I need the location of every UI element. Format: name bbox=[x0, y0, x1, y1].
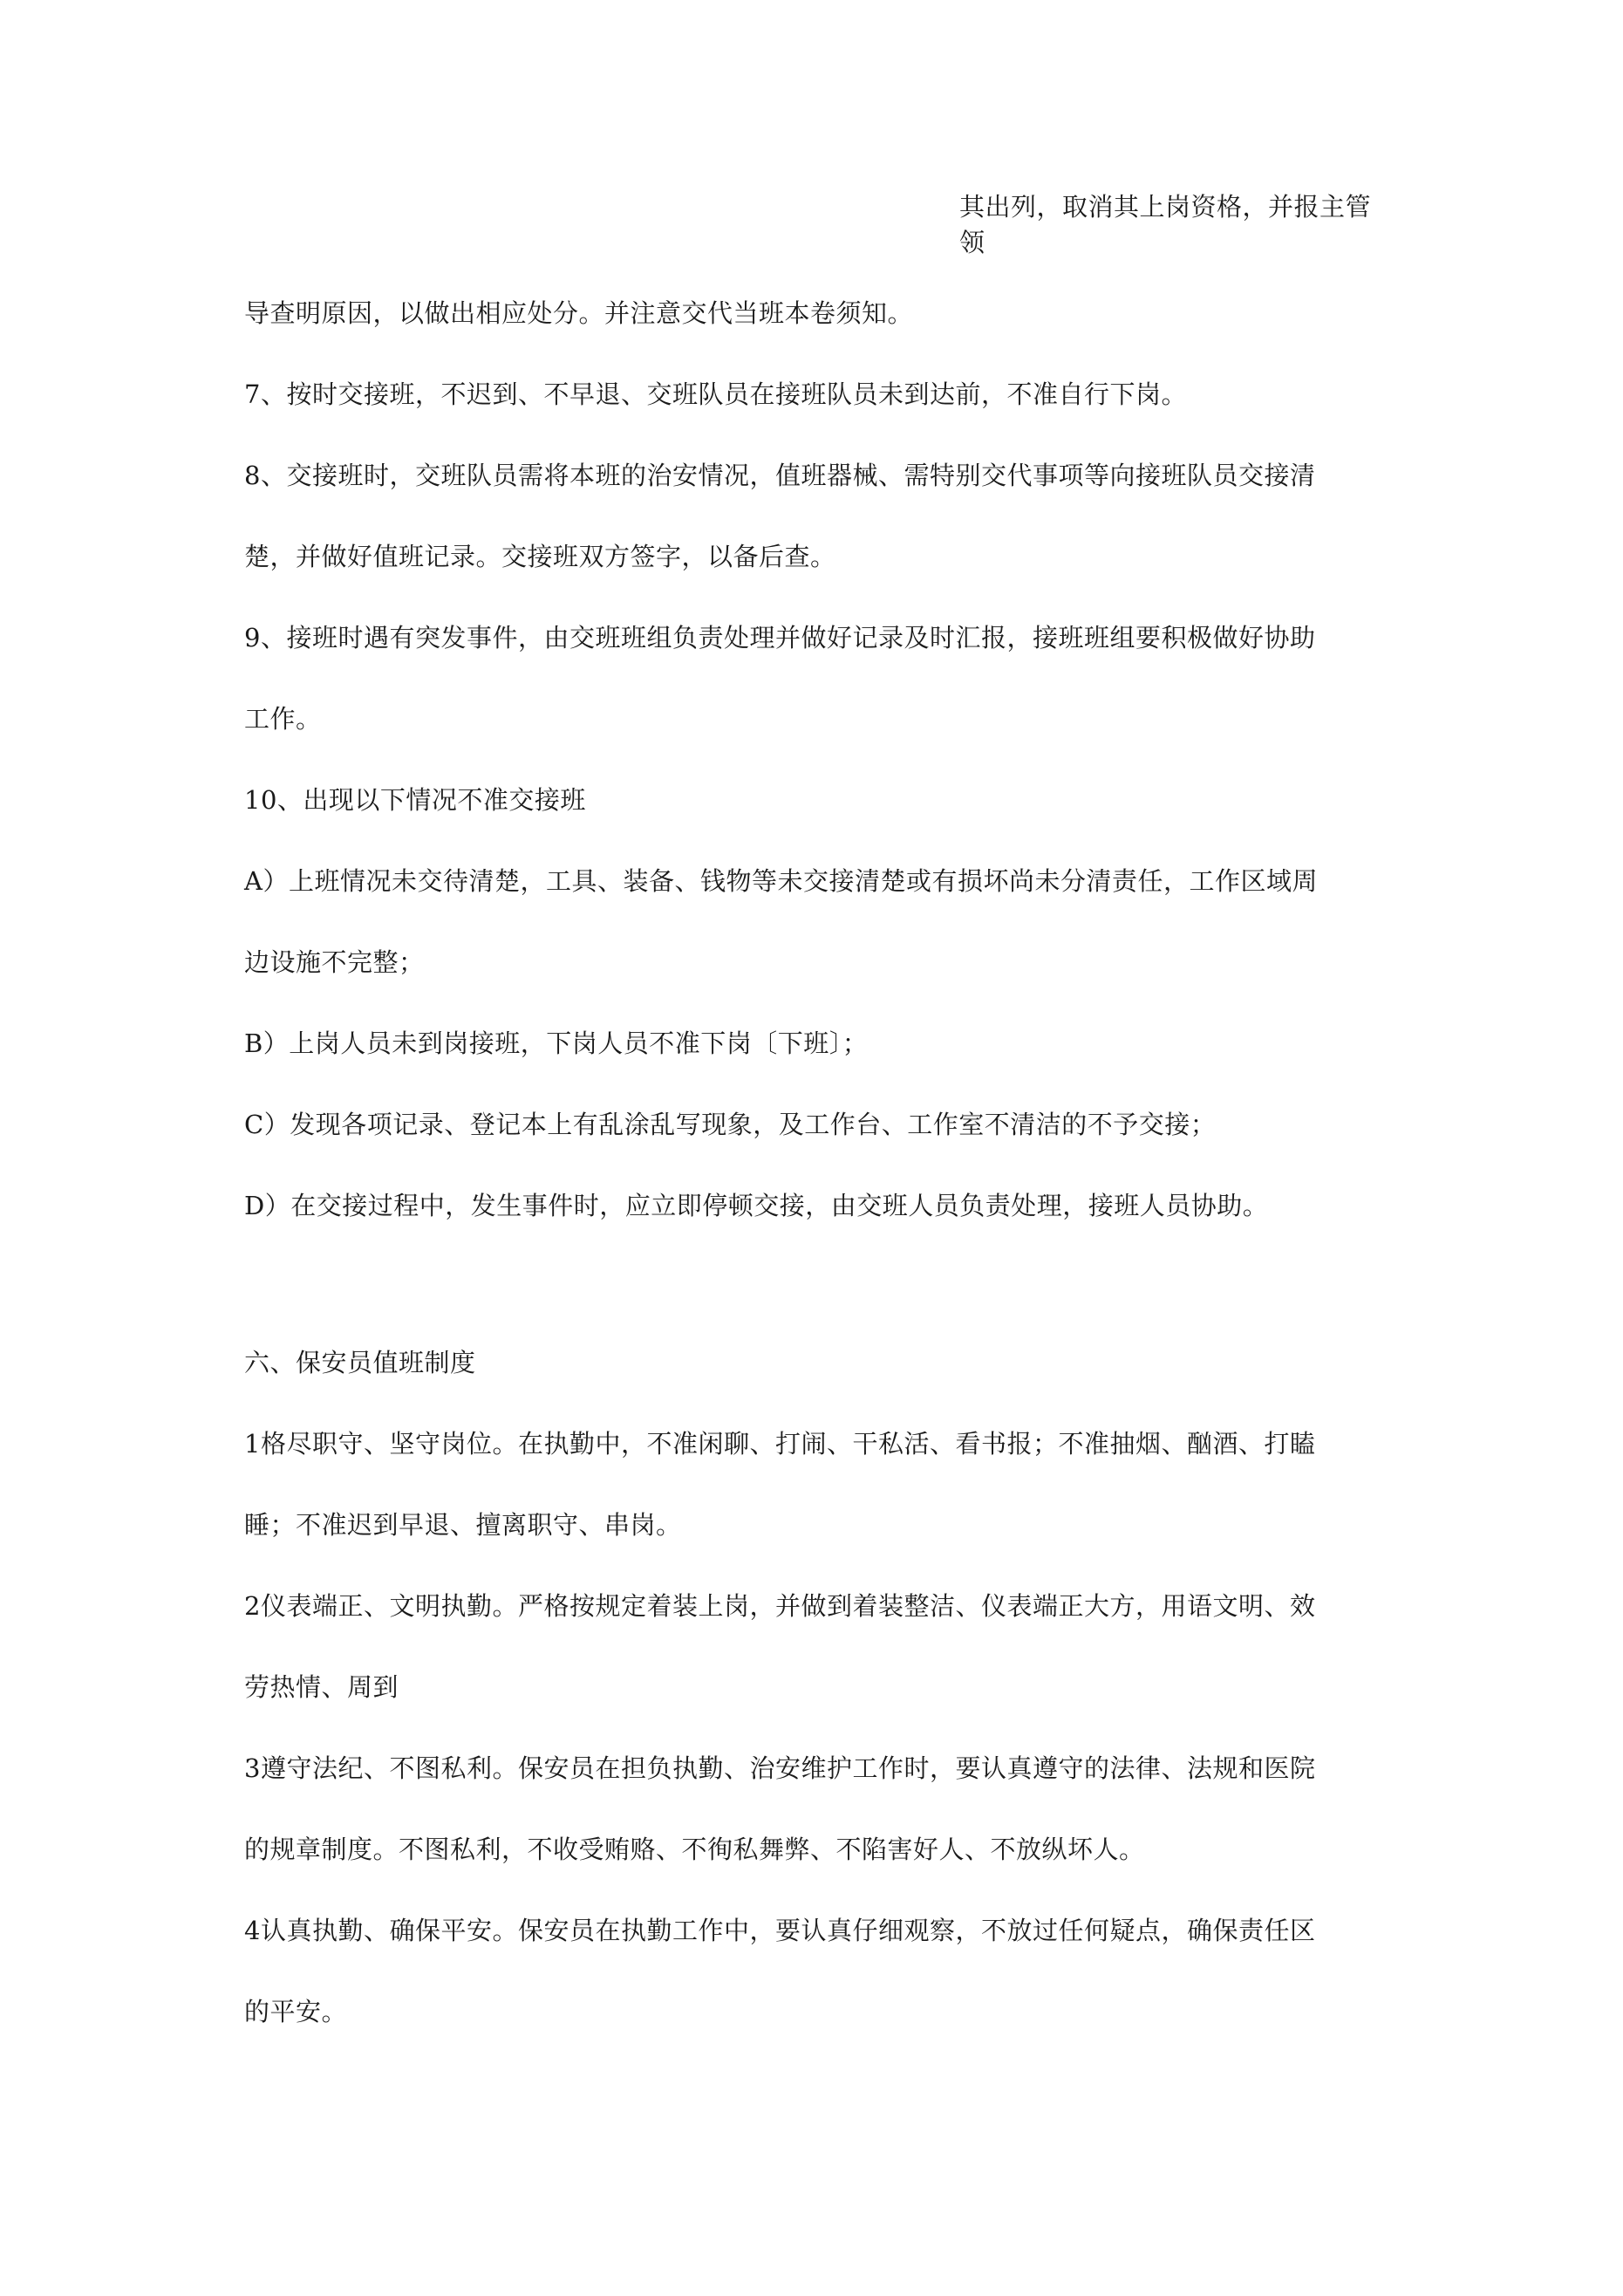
paragraph-line: 导查明原因，以做出相应处分。并注意交代当班本卷须知。 bbox=[244, 298, 914, 328]
rule-1-line: 1格尽职守、坚守岗位。在执勤中，不准闲聊、打闹、干私活、看书报；不准抽烟、酗酒、打瞌 bbox=[244, 1429, 1316, 1459]
item-8-line: 8、交接班时，交班队员需将本班的治安情况，值班器械、需特别交代事项等向接班队员交接清 bbox=[244, 461, 1316, 490]
item-10d-line: D）在交接过程中，发生事件时，应立即停顿交接，由交班人员负责处理，接班人员协助。 bbox=[244, 1191, 1269, 1220]
item-10-heading: 10、出现以下情况不准交接班 bbox=[244, 785, 586, 815]
item-8-line-cont: 楚，并做好值班记录。交接班双方签字，以备后查。 bbox=[244, 542, 836, 571]
section-six-heading: 六、保安员值班制度 bbox=[244, 1348, 476, 1377]
rule-4-line: 4认真执勤、确保平安。保安员在执勤工作中，要认真仔细观察，不放过任何疑点，确保责任区 bbox=[244, 1916, 1316, 1945]
fragment-line-2: 领 bbox=[959, 228, 985, 257]
fragment-line-1: 其出列，取消其上岗资格，并报主管 bbox=[959, 192, 1372, 222]
item-10c-line: C）发现各项记录、登记本上有乱涂乱写现象，及工作台、工作室不清洁的不予交接； bbox=[244, 1110, 1217, 1139]
rule-2-line-cont: 劳热情、周到 bbox=[244, 1672, 399, 1702]
item-9-line-cont: 工作。 bbox=[244, 704, 322, 734]
rule-1-line-cont: 睡；不准迟到早退、擅离职守、串岗。 bbox=[244, 1510, 682, 1540]
item-10b-line: B）上岗人员未到岗接班，下岗人员不准下岗〔下班〕； bbox=[244, 1028, 869, 1058]
rule-3-line: 3遵守法纪、不图私利。保安员在担负执勤、治安维护工作时，要认真遵守的法律、法规和医院 bbox=[244, 1753, 1316, 1783]
rule-2-line: 2仪表端正、文明执勤。严格按规定着装上岗，并做到着装整洁、仪表端正大方，用语文明、效 bbox=[244, 1591, 1316, 1621]
item-10a-line-cont: 边设施不完整； bbox=[244, 947, 425, 977]
rule-4-line-cont: 的平安。 bbox=[244, 1997, 348, 2026]
rule-3-line-cont: 的规章制度。不图私利，不收受贿赂、不徇私舞弊、不陷害好人、不放纵坏人。 bbox=[244, 1835, 1145, 1864]
item-7-line: 7、按时交接班，不迟到、不早退、交班队员在接班队员未到达前，不准自行下岗。 bbox=[244, 379, 1187, 409]
item-9-line: 9、接班时遇有突发事件，由交班班组负责处理并做好记录及时汇报，接班班组要积极做好协助 bbox=[244, 623, 1316, 653]
item-10a-line: A）上班情况未交待清楚，工具、装备、钱物等未交接清楚或有损坏尚未分清责任，工作区域周 bbox=[244, 866, 1318, 896]
